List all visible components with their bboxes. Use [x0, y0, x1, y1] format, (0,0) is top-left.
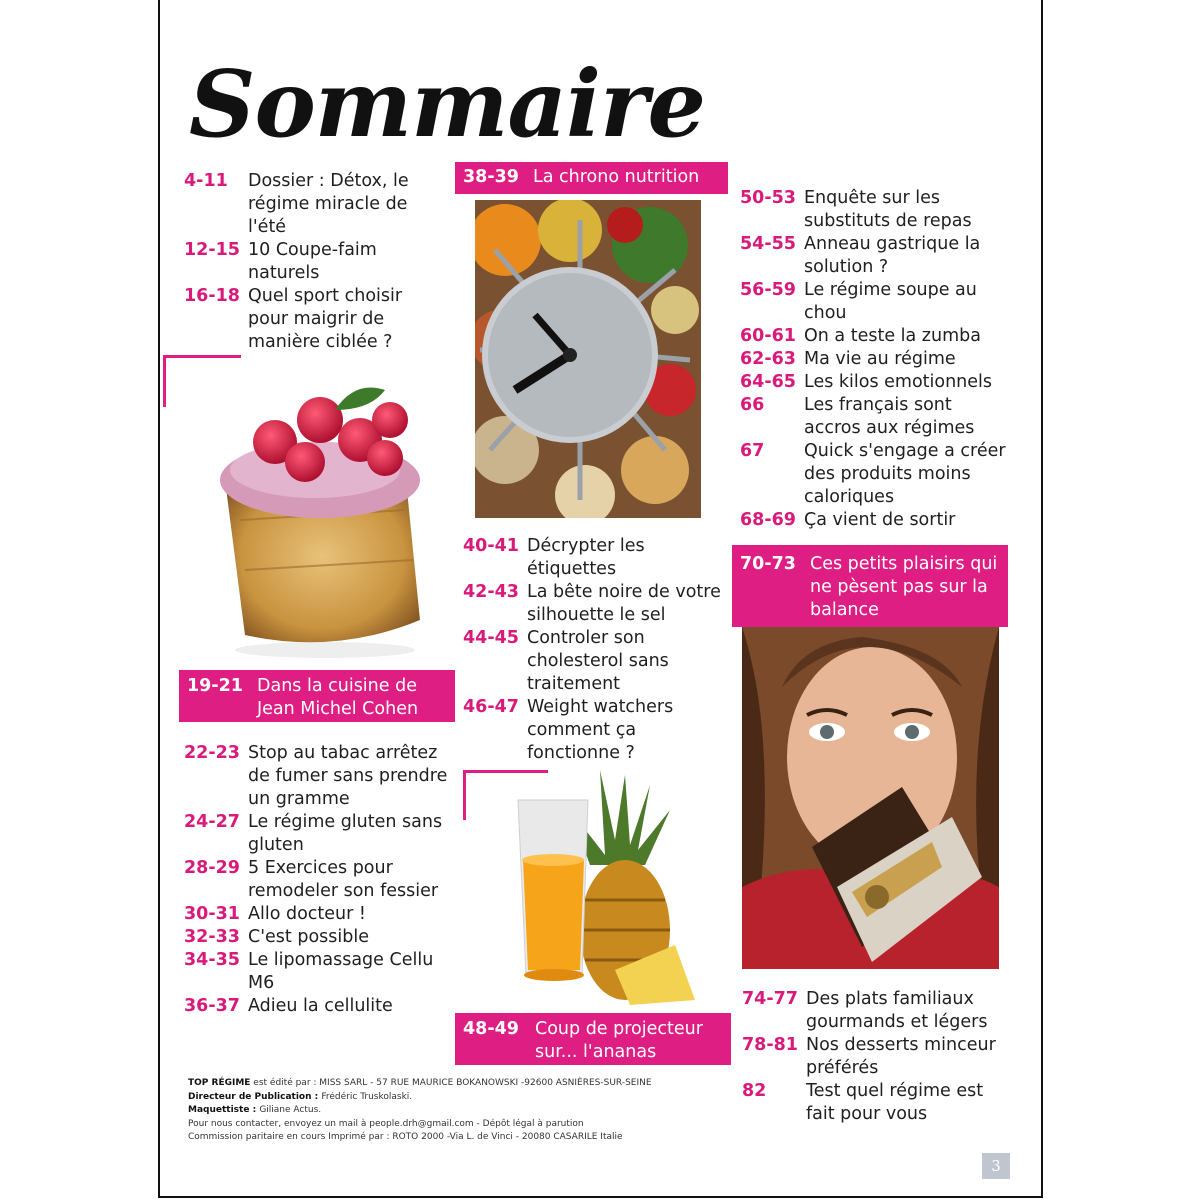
toc-entry[interactable] — [740, 394, 1010, 440]
toc-page-number: 16-18 — [184, 286, 240, 306]
toc-entry-title: Controler son cholesterol sans traitement — [527, 628, 669, 694]
toc-entry[interactable] — [184, 857, 454, 903]
toc-entry[interactable] — [463, 627, 725, 696]
toc-entry-title: Les kilos emotionnels — [804, 372, 993, 392]
toc-entry[interactable] — [463, 696, 725, 765]
toc-entry[interactable] — [184, 903, 454, 926]
toc-entry-title: Dossier : Détox, le régime miracle de l'été — [248, 171, 409, 237]
toc-entry[interactable] — [463, 581, 725, 627]
toc-entry[interactable] — [742, 1034, 1012, 1080]
toc-entry[interactable] — [740, 348, 1010, 371]
toc-page-number: 34-35 — [184, 950, 240, 970]
publisher-line: TOP RÉGIME est édité par : MISS SARL - 57 RUE MAURICE BOKANOWSKI -92600 ASNIÈRES-SUR-SEINE — [188, 1078, 652, 1088]
toc-entry[interactable] — [184, 995, 454, 1018]
toc-page-number: 48-49 — [463, 1019, 519, 1039]
toc-entry-title: La chrono nutrition — [533, 167, 700, 187]
toc-page-number: 70-73 — [740, 554, 796, 574]
toc-entry-title: Dans la cuisine de Jean Michel Cohen — [257, 676, 419, 719]
toc-page-number: 44-45 — [463, 628, 519, 648]
toc-page-number: 46-47 — [463, 697, 519, 717]
toc-page-number: 28-29 — [184, 858, 240, 878]
toc-entry-title: Le régime soupe au chou — [804, 280, 977, 323]
toc-page-number: 56-59 — [740, 280, 796, 300]
toc-page-number: 50-53 — [740, 188, 796, 208]
toc-column-2 — [463, 535, 725, 765]
toc-page-number: 62-63 — [740, 349, 796, 369]
toc-entry-title: Quel sport choisir pour maigrir de manière ciblée ? — [248, 286, 403, 352]
contact-line: Pour nous contacter, envoyez un mail à people.drh@gmail.com - Dépôt légal à parution — [188, 1118, 584, 1129]
toc-page-number: 78-81 — [742, 1035, 798, 1055]
toc-page-number: 67 — [740, 441, 765, 461]
toc-entry[interactable] — [742, 988, 1012, 1034]
page-title: Sommaire — [189, 50, 706, 158]
toc-page-number: 32-33 — [184, 927, 240, 947]
toc-entry-title: Quick s'engage a créer des produits moins caloriques — [804, 441, 1006, 507]
toc-highlight-19-21 — [179, 670, 455, 722]
toc-page-number: 64-65 — [740, 372, 796, 392]
designer-line: Maquettiste : Giliane Actus. — [188, 1105, 322, 1115]
toc-entry[interactable] — [184, 811, 454, 857]
toc-entry-title: Ça vient de sortir — [804, 510, 956, 530]
toc-page-number: 12-15 — [184, 240, 240, 260]
toc-entry[interactable] — [742, 1080, 1012, 1126]
toc-page-number: 54-55 — [740, 234, 796, 254]
printer-line: Commission paritaire en cours Imprimé par : ROTO 2000 -Via L. de Vinci - 20080 CASARILE Italie — [188, 1132, 623, 1142]
toc-page-number: 74-77 — [742, 989, 798, 1009]
toc-column-1-top — [184, 170, 429, 354]
toc-entry[interactable] — [463, 535, 725, 581]
toc-entry[interactable] — [740, 279, 1010, 325]
toc-entry-title: Nos desserts minceur préférés — [806, 1035, 996, 1078]
toc-page-number: 66 — [740, 395, 765, 415]
toc-page-number: 38-39 — [463, 167, 519, 187]
toc-entry-title: Weight watchers comment ça fonctionne ? — [527, 697, 674, 763]
toc-entry-title: Enquête sur les substituts de repas — [804, 188, 972, 231]
toc-entry-title: Décrypter les étiquettes — [527, 536, 645, 579]
toc-entry-title: Les français sont accros aux régimes — [804, 395, 975, 438]
toc-entry-title: Ces petits plaisirs qui ne pèsent pas sur la balance — [810, 554, 998, 620]
toc-entry-title: C'est possible — [248, 927, 369, 947]
toc-entry-title: 10 Coupe-faim naturels — [248, 240, 377, 283]
toc-entry[interactable] — [740, 233, 1010, 279]
toc-entry[interactable] — [740, 371, 1010, 394]
toc-entry[interactable] — [184, 926, 454, 949]
toc-page-number: 82 — [742, 1081, 767, 1101]
toc-entry-title: Le régime gluten sans gluten — [248, 812, 443, 855]
toc-entry-title: 5 Exercices pour remodeler son fessier — [248, 858, 439, 901]
toc-entry-title: Adieu la cellulite — [248, 996, 393, 1016]
director-line: Directeur de Publication : Frédéric Truskolaski. — [188, 1091, 413, 1102]
raspberry-dessert-photo — [185, 370, 445, 660]
toc-entry-title: Ma vie au régime — [804, 349, 956, 369]
toc-entry-title: On a teste la zumba — [804, 326, 981, 346]
toc-page-number: 22-23 — [184, 743, 240, 763]
toc-entry-title: Allo docteur ! — [248, 904, 366, 924]
toc-entry[interactable] — [184, 285, 429, 354]
toc-page-number: 24-27 — [184, 812, 240, 832]
toc-entry-title: Test quel régime est fait pour vous — [806, 1081, 984, 1124]
toc-page-number: 68-69 — [740, 510, 796, 530]
toc-entry-title: Stop au tabac arrêtez de fumer sans prendre un gramme — [248, 743, 448, 809]
toc-page-number: 36-37 — [184, 996, 240, 1016]
toc-column-1-bottom — [184, 742, 454, 1018]
toc-entry[interactable] — [740, 509, 1010, 532]
toc-highlight-38-39 — [455, 162, 728, 194]
toc-entry-title: Coup de projecteur sur... l'ananas — [535, 1019, 703, 1062]
toc-entry[interactable] — [184, 170, 429, 239]
clock-food-photo — [475, 200, 701, 518]
toc-page-number: 40-41 — [463, 536, 519, 556]
woman-eating-chocolate-photo — [742, 627, 999, 969]
toc-page-number: 30-31 — [184, 904, 240, 924]
toc-entry-title: La bête noire de votre silhouette le sel — [527, 582, 721, 625]
toc-entry[interactable] — [184, 949, 454, 995]
toc-page-number: 19-21 — [187, 676, 243, 696]
toc-entry-title: Le lipomassage Cellu M6 — [248, 950, 434, 993]
toc-entry-title: Des plats familiaux gourmands et légers — [806, 989, 988, 1032]
toc-page-number: 42-43 — [463, 582, 519, 602]
toc-page-number: 60-61 — [740, 326, 796, 346]
page-number: 3 — [982, 1153, 1010, 1179]
toc-entry[interactable] — [740, 187, 1010, 233]
toc-entry-title: Anneau gastrique la solution ? — [804, 234, 981, 277]
toc-column-3-bottom — [742, 988, 1012, 1126]
toc-column-3-top — [740, 187, 1010, 532]
toc-page-number: 4-11 — [184, 171, 228, 191]
toc-entry[interactable] — [740, 440, 1010, 509]
toc-entry[interactable] — [184, 239, 429, 285]
toc-highlight-70-73 — [732, 545, 1008, 627]
toc-entry[interactable] — [184, 742, 454, 811]
toc-highlight-48-49 — [455, 1013, 731, 1065]
orange-juice-pineapple-photo — [490, 770, 725, 1010]
masthead-credits — [188, 1077, 652, 1145]
toc-entry[interactable] — [740, 325, 1010, 348]
